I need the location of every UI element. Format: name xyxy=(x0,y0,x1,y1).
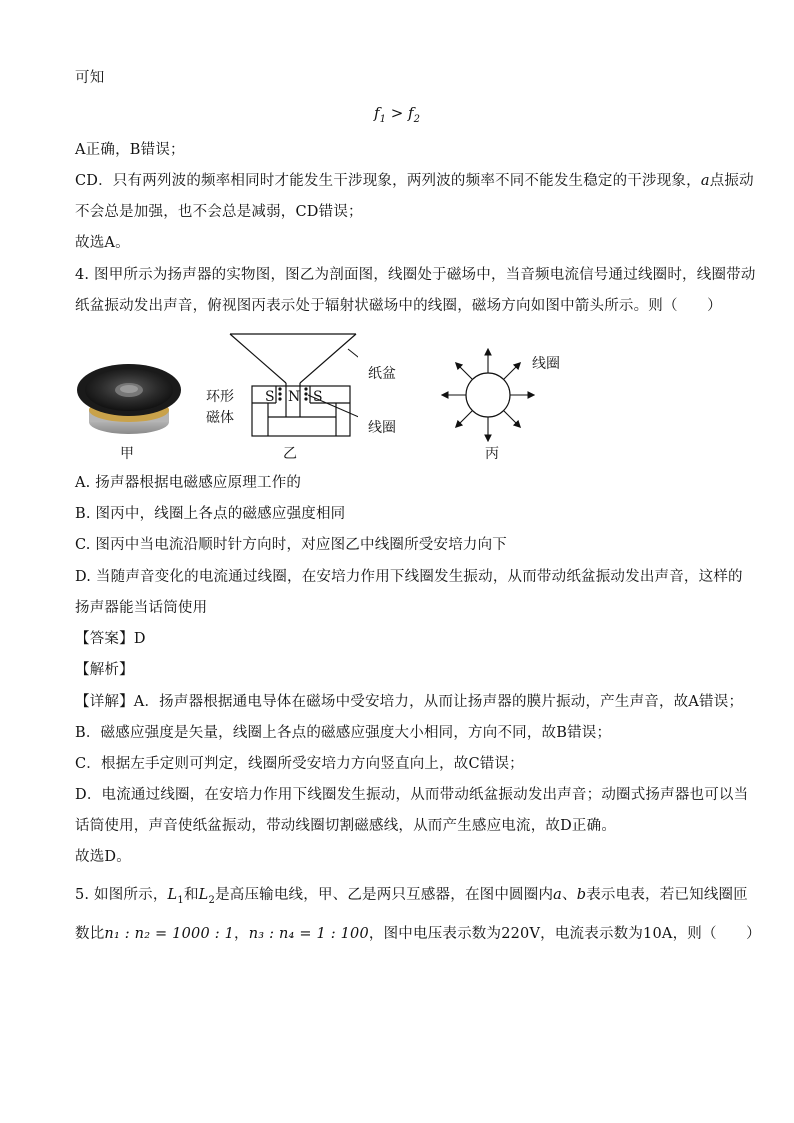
option-d-line-2: 扬声器能当话筒使用 xyxy=(75,600,208,616)
line-cd-explain-1: CD．只有两列波的频率相同时才能发生干涉现象，两列波的频率不同不能发生稳定的干涉现象，a点振动 xyxy=(75,173,754,189)
detail-choose-d: 故选D。 xyxy=(75,849,131,865)
option-c: C. 图丙中当电流沿顺时针方向时，对应图乙中线圈所受安培力向下 xyxy=(75,537,507,553)
formula-f1-gt-f2: $f_1 > f_2$ xyxy=(374,104,420,125)
answer-value: D xyxy=(133,631,146,647)
analysis-tag: 【解析】 xyxy=(75,662,134,678)
detail-line-5: 话筒使用，声音使纸盆振动，带动线圈切割磁感线，从而产生感应电流，故D正确。 xyxy=(75,818,617,834)
question-5-stem-2: 数比n₁ : n₂ = 1000 : 1，n₃ : n₄ = 1 : 100，图中电压表示数为220V，电流表示数为10A，则（ ） xyxy=(75,926,761,942)
answer-tag: 【答案】 xyxy=(75,631,134,647)
speaker-photo-figure xyxy=(76,360,182,442)
line-keyzhi: 可知 xyxy=(75,70,105,86)
detail-line-2: B．磁感应强度是矢量，线圈上各点的磁感应强度大小相同，方向不同，故B错误； xyxy=(75,725,612,741)
speaker-cross-section-figure xyxy=(228,331,358,441)
label-huanxing: 环形 xyxy=(206,389,234,405)
magnet-n-label: N xyxy=(288,389,301,405)
line-a-correct: A正确，B错误； xyxy=(75,142,185,158)
detail-line-1: 【详解】A．扬声器根据通电导体在磁场中受安培力，从而让扬声器的膜片振动，产生声音，故A错误； xyxy=(75,694,744,710)
caption-jia: 甲 xyxy=(120,446,134,462)
magnet-s-right-label: S xyxy=(313,389,323,405)
label-coil-bing: 线圈 xyxy=(532,356,560,372)
caption-yi: 乙 xyxy=(283,446,297,462)
detail-line-4: D．电流通过线圈，在安培力作用下线圈发生振动，从而带动纸盆振动发出声音；动圈式扬声器也可以当 xyxy=(75,787,749,803)
option-d-line-1: D. 当随声音变化的电流通过线圈，在安培力作用下线圈发生振动，从而带动纸盆振动发出声音，这样的 xyxy=(75,569,743,585)
radial-field-top-view-figure xyxy=(440,345,540,445)
label-zhipen: 纸盆 xyxy=(368,366,396,382)
answer-line xyxy=(75,629,146,649)
magnet-s-left-label: S xyxy=(265,389,275,405)
label-coil-yi: 线圈 xyxy=(368,420,396,436)
line-cd-explain-2: 不会总是加强，也不会总是减弱，CD错误； xyxy=(75,204,363,220)
question-5-stem-1: 5. 如图所示，$L_1$和$L_2$是高压输电线，甲、乙是两只互感器，在图中圆圈内a、b表示电表，若已知线圈匝 xyxy=(75,887,748,906)
question-4-stem-2: 纸盆振动发出声音，俯视图丙表示处于辐射状磁场中的线圈，磁场方向如图中箭头所示。则（ ） xyxy=(75,298,722,314)
label-citi: 磁体 xyxy=(206,410,234,426)
detail-line-3: C．根据左手定则可判定，线圈所受安培力方向竖直向上，故C错误； xyxy=(75,756,524,772)
option-b: B. 图丙中，线圈上各点的磁感应强度相同 xyxy=(75,506,346,522)
line-choose-a: 故选A。 xyxy=(75,235,130,251)
question-4-stem-1: 4. 图甲所示为扬声器的实物图，图乙为剖面图，线圈处于磁场中，当音频电流信号通过线圈时，线圈带动 xyxy=(75,267,756,283)
caption-bing: 丙 xyxy=(485,446,499,462)
option-a: A. 扬声器根据电磁感应原理工作的 xyxy=(75,475,302,491)
